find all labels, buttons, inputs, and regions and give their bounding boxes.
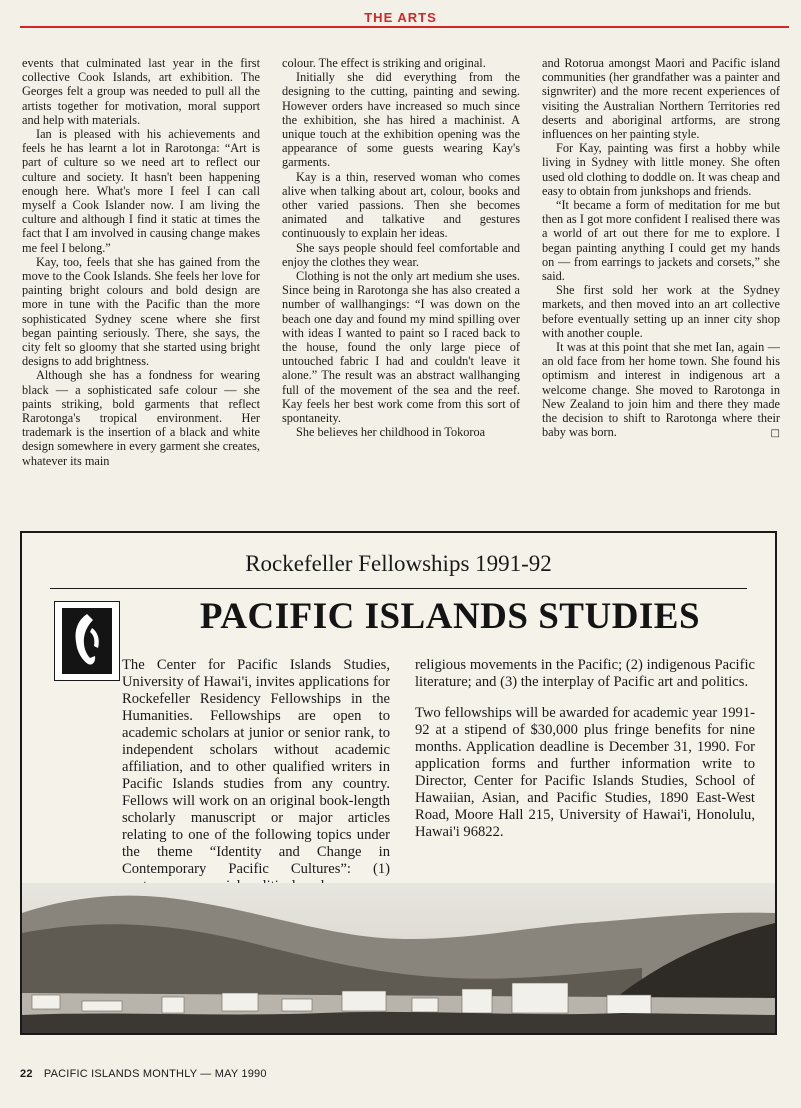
paragraph: For Kay, painting was first a hobby while living in Sydney with little money. She often used old clothing to doddle on. It was cheap and easy to obtain from junkshops and friends.: [542, 141, 780, 198]
article-column-2: [282, 56, 520, 524]
paragraph: She says people should feel comfortable and enjoy the clothes they wear.: [282, 240, 520, 269]
paragraph: She believes her childhood in Tokoroa: [296, 425, 486, 440]
paragraph: events that culminated last year in the first collective Cook Islands, art exhibition. The Georges felt a group was needed to pull all the artists together for motivation, moral support and help with materials.: [22, 56, 260, 127]
paragraph: and Rotorua amongst Maori and Pacific island communities (her grandfather was a painter and signwriter) and the more recent experiences of visiting the Australian Northern Territories red deserts and aboriginal artforms, are strong influences on her painting style.: [542, 56, 780, 142]
page-header: [0, 0, 801, 30]
paragraph: Although she has a fondness for wearing black — a sophisticated safe colour — she paints striking, bold garments that reflect Rarotonga's tropical environment. Her trademark is the insertion of a black and white design somewhere in every garment she creates, whatever its main: [22, 368, 260, 468]
paragraph: Ian is pleased with his achievements and feels he has learnt a lot in Rarotonga: “Art is part of culture so we need art to reflect our culture and society. It hasn't been happening enough here. What's more I feel I can call myself a Cook Islander now. I am living the culture and although I find it static at times the fact that I am involved in causing change makes me feel I belong.”: [22, 127, 260, 255]
ad-kicker: Rockefeller Fellowships 1991-92: [245, 551, 552, 576]
ad-divider: [50, 588, 747, 589]
paragraph: Clothing is not the only art medium she uses. Since being in Rarotonga she has also created a number of wallhangings: “I was down on the beach one day and found my mind spilling over with ideas I wanted to paint so I raced back to the house, found the only large piece of untouched fabric I had and couldn't leave it alone.” The result was an abstract wallhanging full of the movement of the sea and the reef. Kay feels her best work come from this sort of spontaneity.: [282, 269, 520, 426]
paragraph: “It became a form of meditation for me but then as I got more confident I realised there was a world of art out there for me to explore. I began painting anything I could get my hands on — from earrings to jackets and corsets,” she said.: [542, 198, 780, 284]
advertisement-box: [20, 531, 777, 1035]
page-number: 22: [20, 1068, 33, 1080]
paragraph: She first sold her work at the Sydney markets, and then moved into an art collective before eventually setting up an inner city shop with another couple.: [542, 283, 780, 340]
header-rule: [20, 26, 789, 28]
page-footer: [20, 1068, 267, 1080]
end-mark-icon: □: [770, 428, 780, 440]
paragraph: colour. The effect is striking and original.: [282, 56, 486, 70]
paragraph-text: It was at this point that she met Ian, again — an old face from her home town. She found his optimism and interest in indigenous art a welcome change. She moved to Rarotonga in New Zealand to join him and there they made the decision to shift to Rarotonga where their baby was born.: [542, 340, 780, 440]
ad-title: PACIFIC ISLANDS STUDIES: [199, 596, 701, 637]
paragraph: Initially she did everything from the designing to the cutting, painting and sewing. However orders have increased so much since the exhibition, she has hired a machinist. A unique touch at the exhibition opening was the appearance of some guests wearing Kay's garments.: [282, 70, 520, 170]
ad-paragraph: religious movements in the Pacific; (2) indigenous Pacific literature; and (3) the interplay of Pacific art and politics.: [415, 657, 755, 690]
section-title: THE ARTS: [364, 10, 437, 25]
publication-line: PACIFIC ISLANDS MONTHLY — MAY 1990: [43, 1068, 267, 1080]
paragraph: Kay is a thin, reserved woman who comes alive when talking about art, colour, books and other varied passions. Then she becomes animated and talkative and gestures continuously to explain her ideas.: [282, 169, 520, 241]
article-column-3: [542, 56, 780, 524]
paragraph: [542, 340, 780, 439]
ad-column-1: [50, 657, 390, 895]
ad-paragraph: Two fellowships will be awarded for academic year 1991-92 at a stipend of $30,000 plus fringe benefits for nine months. Application deadline is December 31, 1990. For application forms and further information write to Director, Center for Pacific Islands Studies, School of Hawaiian, Asian, and Pacific Studies, 1890 East-West Road, Moore Hall 215, University of Hawai'i, Honolulu, Hawai'i 96822.: [415, 705, 755, 840]
ad-column-2: [415, 657, 755, 855]
ad-paragraph: The Center for Pacific Islands Studies, University of Hawai'i, invites applications for Rockefeller Residency Fellowships in the Humanities. Fellowships are open to academic scholars at junior or senior rank, to independent scholars without academic affiliation, and to other qualified writers in Pacific Islands studies from any country. Fellows will work on an original book-length scholarly manuscript or major articles relating to one of the following topics under the theme “Identity and Change in Contemporary Pacific Cultures”: (1): [122, 657, 390, 877]
honolulu-landscape-photo: [22, 883, 775, 1033]
paragraph: Kay, too, feels that she has gained from the move to the Cook Islands. She feels her love for painting bright colours and bold design are more in tune with the Pacific than the more sophisticated Sydney scene where she first began painting seriously. There, she says, the city felt so gloomy that she started using bright designs to add brightness.: [22, 254, 260, 369]
article-body: [22, 56, 780, 524]
article-column-1: [22, 56, 260, 524]
